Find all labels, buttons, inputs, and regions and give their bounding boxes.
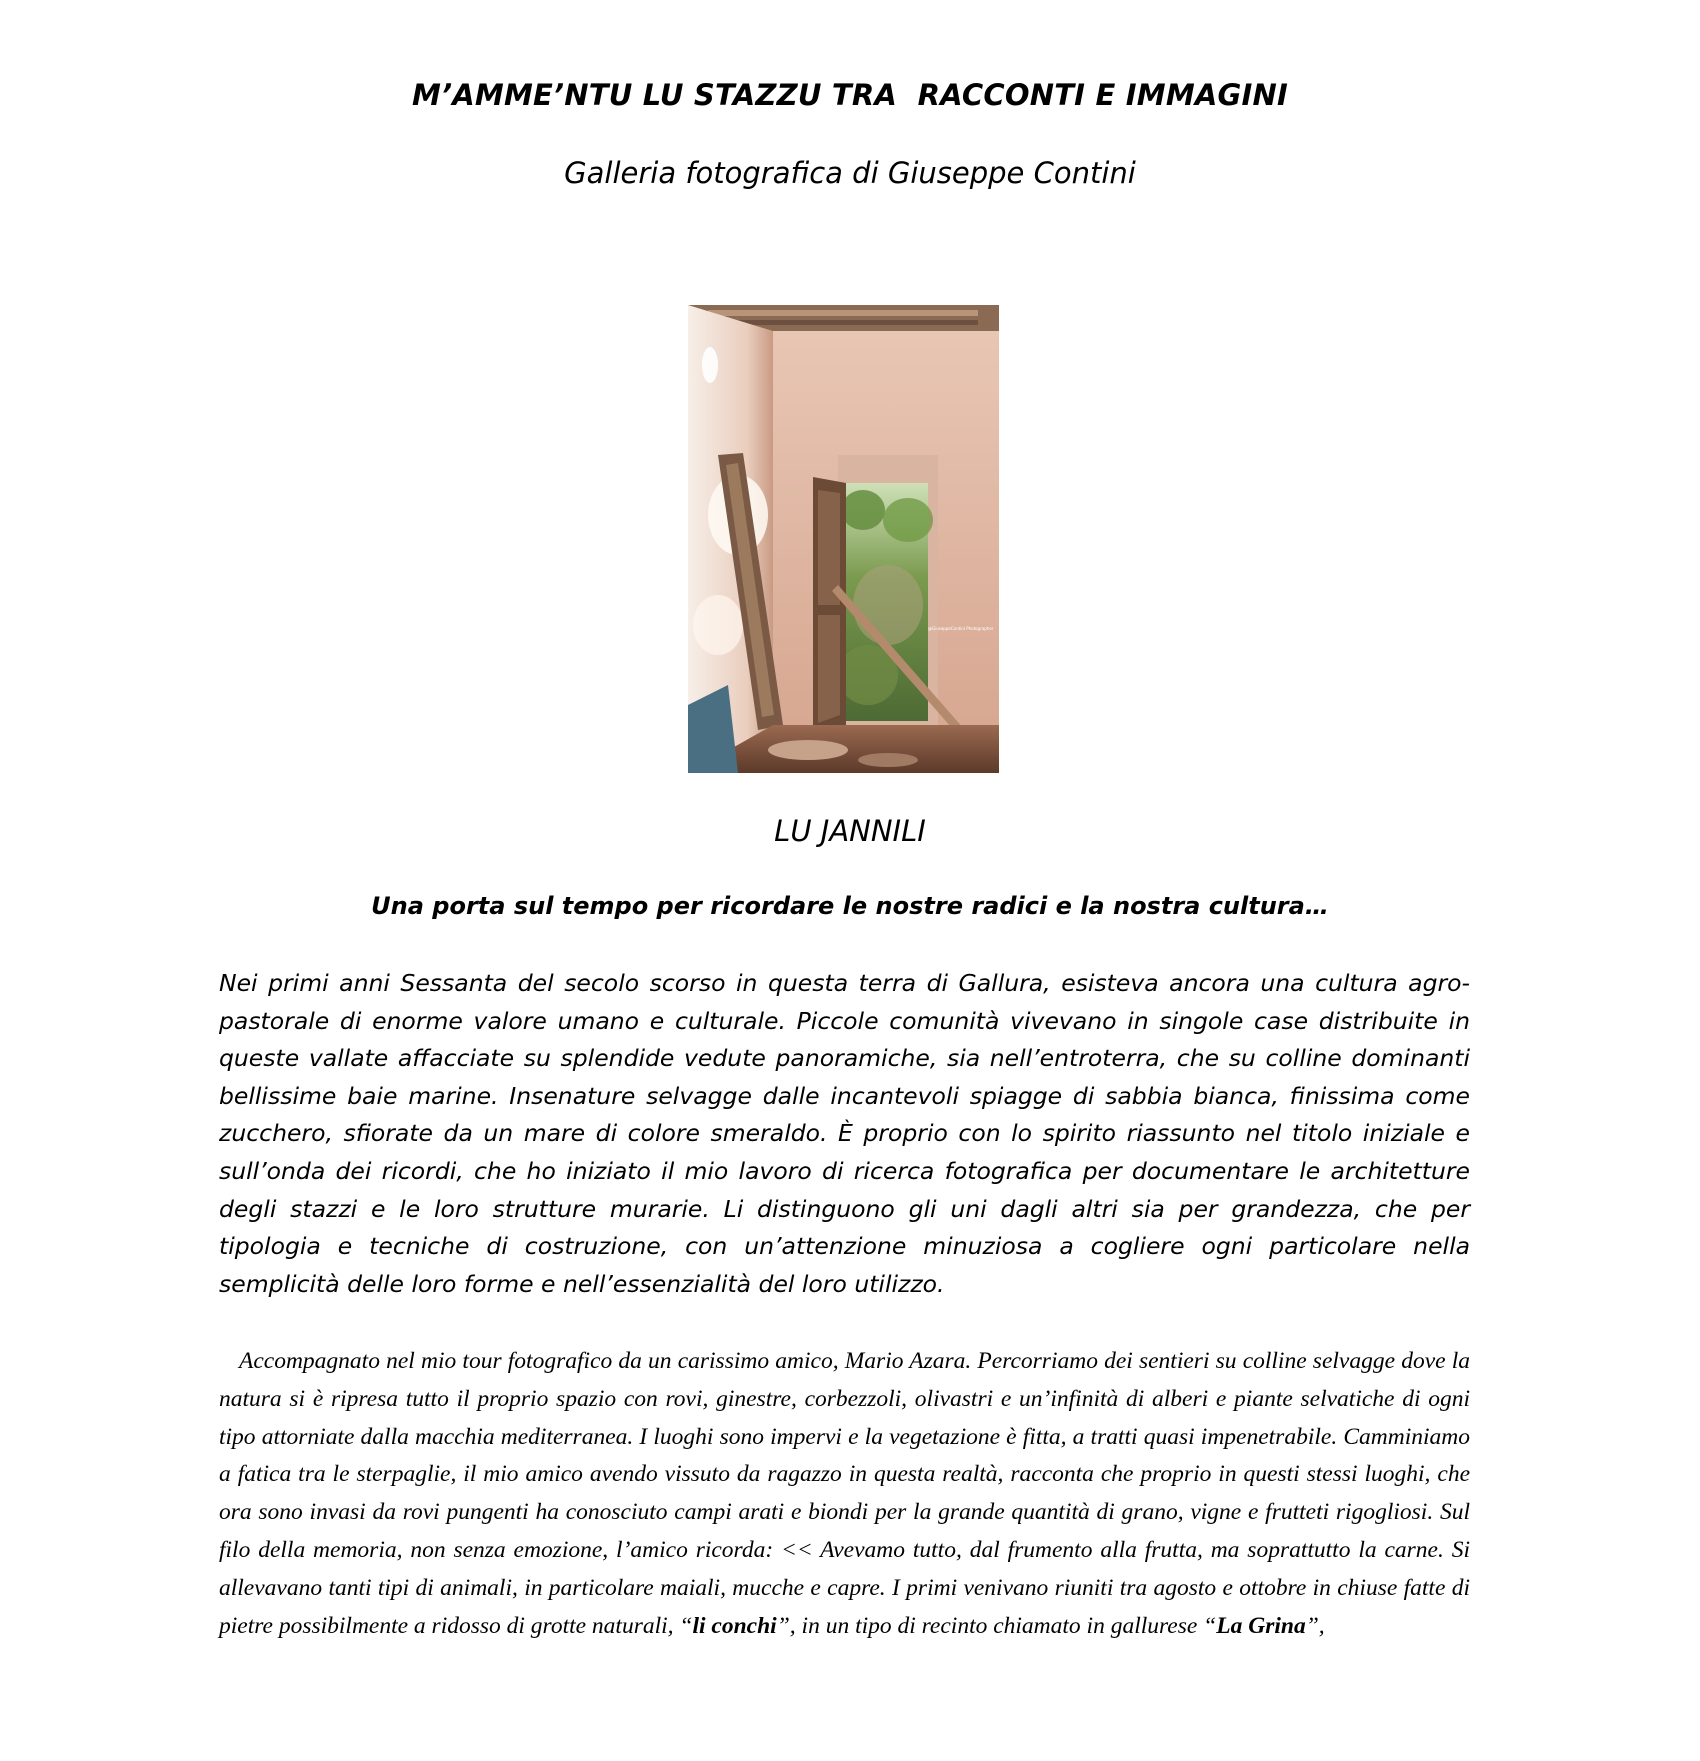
tagline: Una porta sul tempo per ricordare le nostre radici e la nostra cultura… xyxy=(371,892,1329,920)
term-la-grina: La Grina xyxy=(1216,1612,1306,1639)
photo-caption: LU JANNILI xyxy=(774,814,926,848)
photo-watermark: @GiuseppeContini Photographer xyxy=(928,626,994,631)
paragraph-intro: Nei primi anni Sessanta del secolo scorso in questa terra di Gallura, esisteva ancora una cultura agro-pastorale di enorme valore umano e culturale. Piccole comunità vivevano in singole case distribuite in queste vallate affacciate su splendide vedute panoramiche, sia nell’entroterra, che su colline dominanti bellissime baie marine. Insenature selvagge dalle incantevoli spiagge di sabbia bianca, finissima come zucchero, sfiorate da un mare di colore smeraldo. È proprio con lo spirito riassunto nel titolo iniziale e sull’onda dei ricordi, che ho iniziato il mio lavoro di ricerca fotografica per documentare le architetture degli stazzi e le loro strutture murarie. Li distinguono gli uni dagli altri sia per grandezza, che per tipologia e tecniche di costruzione, con un’attenzione minuziosa a cogliere ogni particolare nella semplicità delle loro forme e nell’essenzialità del loro utilizzo. xyxy=(219,969,1470,1298)
doorway-photo xyxy=(688,305,999,773)
paragraph-story xyxy=(219,1343,1470,1645)
document-title: M’AMME’NTU LU STAZZU TRA RACCONTI E IMMAGINI xyxy=(412,78,1288,112)
term-li-conchi: li conchi xyxy=(692,1612,777,1639)
paragraph-story-text-a: Accompagnato nel mio tour fotografico da un carissimo amico, Mario Azara. Percorriamo dei sentieri su colline selvagge dove la natura si è ripresa tutto il proprio spazio con rovi, ginestre, corbezzoli, olivastri e un’infinità di alberi e piante selvatiche di ogni tipo attorniate dalla macchia mediterranea. I luoghi sono impervi e la vegetazione è fitta, a tratti quasi impenetrabile. Camminiamo a fatica tra le sterpaglie, il mio amico avendo vissuto da ragazzo in questa realtà, racconta che proprio in questi stessi luoghi, che ora sono invasi da rovi pungenti ha conosciuto campi arati e biondi per la grande quantità di grano, vigne e frutteti rigogliosi. Sul filo della memoria, non senza emozione, l’amico ricorda: << Avevamo tutto, dal frumento alla frutta, ma soprattutto la carne. Si allevavano tanti tipi di animali, in particolare maiali, mucche e capre. I primi venivano riuniti tra agosto e ottobre in chiuse fatte di pietre possibilmente a ridosso di grotte naturali, “ xyxy=(219,1348,1470,1639)
paragraph-story-text-b: ”, in un tipo di recinto chiamato in gallurese “ xyxy=(776,1612,1217,1639)
paragraph-story-text-c: ”, xyxy=(1305,1612,1325,1639)
doorway-photo-illustration xyxy=(688,305,999,773)
document-subtitle: Galleria fotografica di Giuseppe Contini xyxy=(564,156,1136,190)
